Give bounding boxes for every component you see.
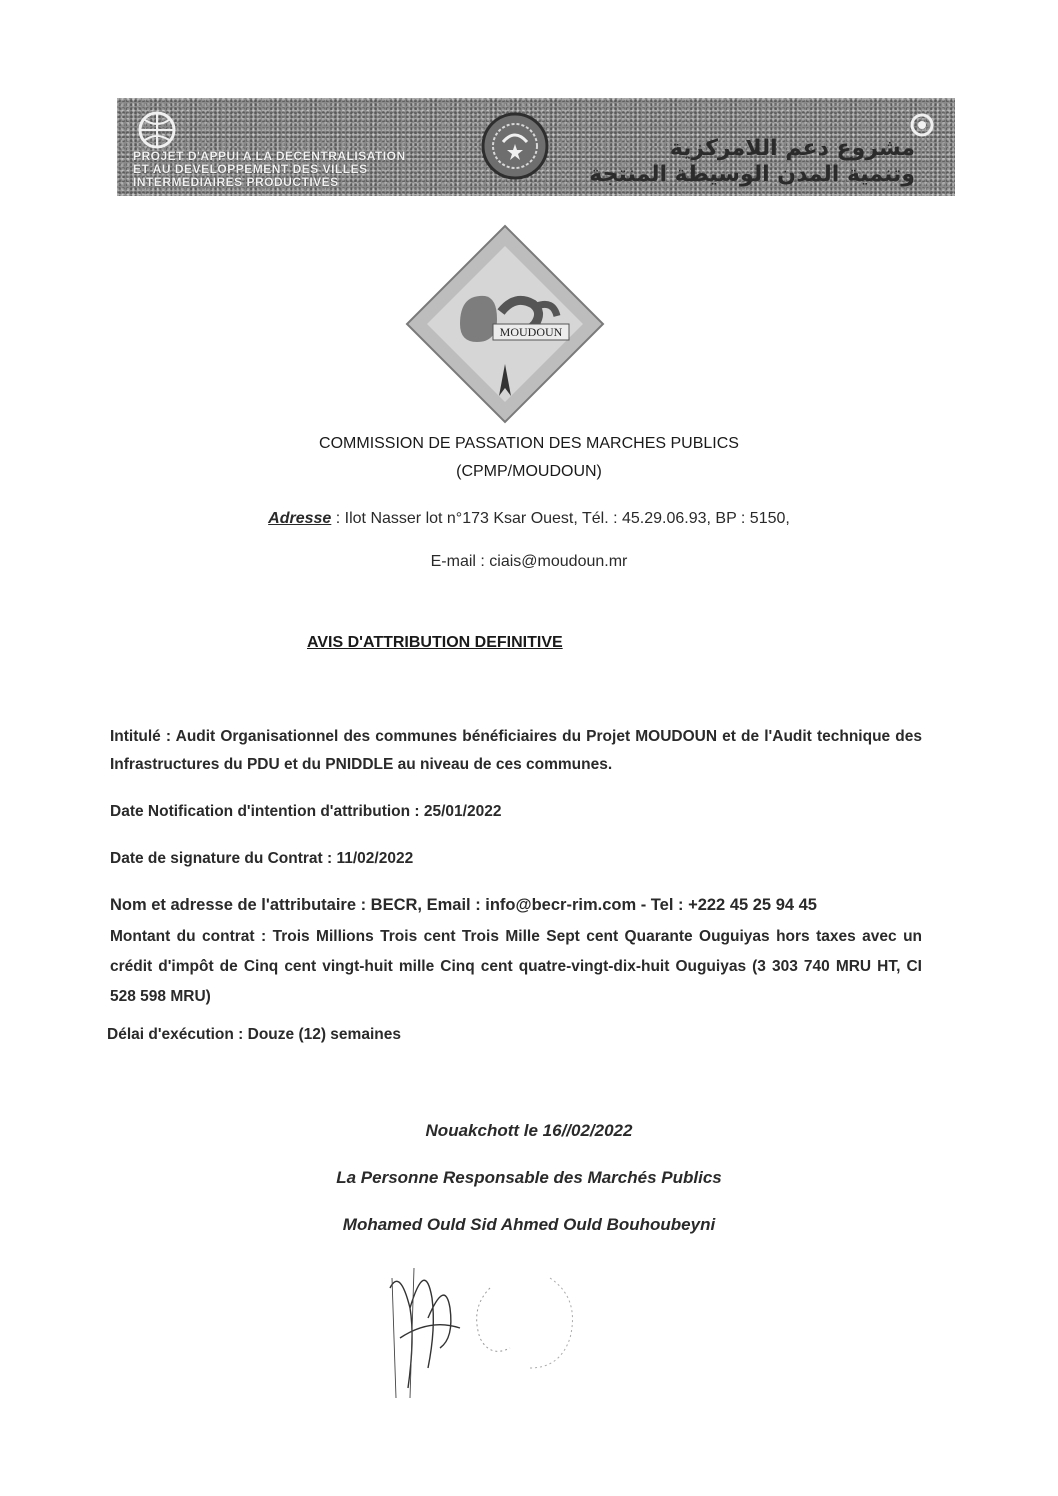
national-seal-icon [477, 108, 553, 184]
address-line [0, 510, 1058, 528]
emblem-icon [909, 112, 935, 138]
notice-title: AVIS D'ATTRIBUTION DEFINITIVE [307, 634, 563, 651]
moudoun-logo [405, 224, 605, 424]
banner-latin-line: ET AU DEVELOPPEMENT DES VILLES [133, 162, 368, 176]
banner-latin-line: PROJET D'APPUI A LA DECENTRALISATION [133, 149, 406, 163]
signature-date: Date de signature du Contrat : 11/02/2022 [110, 850, 414, 867]
handwritten-signature [370, 1248, 610, 1408]
commission-line-1: COMMISSION DE PASSATION DES MARCHES PUBLICS [319, 435, 739, 452]
banner-latin-text [133, 150, 406, 189]
place-date: Nouakchott le 16//02/2022 [425, 1121, 633, 1140]
commission-line-2: (CPMP/MOUDOUN) [456, 463, 602, 480]
banner-arabic-line: مشروع دعم اللامركزية [669, 136, 915, 161]
header-banner [117, 98, 955, 196]
banner-arabic-text [589, 136, 915, 188]
delai-text: Délai d'exécution : Douze (12) semaines [107, 1026, 401, 1043]
signatory-name: Mohamed Ould Sid Ahmed Ould Bouhoubeyni [342, 1215, 716, 1234]
address-text: : Ilot Nasser lot n°173 Ksar Ouest, Tél. : 45.29.06.93, BP : 5150, [331, 510, 790, 527]
commission-heading [0, 430, 1058, 486]
banner-arabic-line: وتنمية المدن الوسيطة المنتجة [589, 162, 915, 187]
signatory-role: La Personne Responsable des Marchés Publics [336, 1168, 722, 1187]
address-label: Adresse [268, 510, 332, 527]
globe-icon [137, 110, 177, 150]
intitule-text: Intitulé : Audit Organisationnel des communes bénéficiaires du Projet MOUDOUN et de l'Audit technique des Infrastructures du PDU et du PNIDDLE au niveau de ces communes. [110, 728, 922, 773]
logo-text: MOUDOUN [499, 325, 563, 339]
banner-latin-line: INTERMEDIAIRES PRODUCTIVES [133, 175, 339, 189]
montant-text: Montant du contrat : Trois Millions Trois cent Trois Mille Sept cent Quarante Ouguiyas hors taxes avec un crédit d'impôt de Cinq cent vingt-huit mille Cinq cent quatre-vingt-dix-huit Ouguiyas (3 303 740 MRU HT, CI 528 598 MRU) [110, 928, 922, 1005]
email-line: E-mail : ciais@moudoun.mr [430, 553, 628, 570]
notification-date: Date Notification d'intention d'attribution : 25/01/2022 [110, 803, 502, 820]
attributaire-text: Nom et adresse de l'attributaire : BECR, Email : info@becr-rim.com - Tel : +222 45 25 94 45 [110, 896, 817, 914]
